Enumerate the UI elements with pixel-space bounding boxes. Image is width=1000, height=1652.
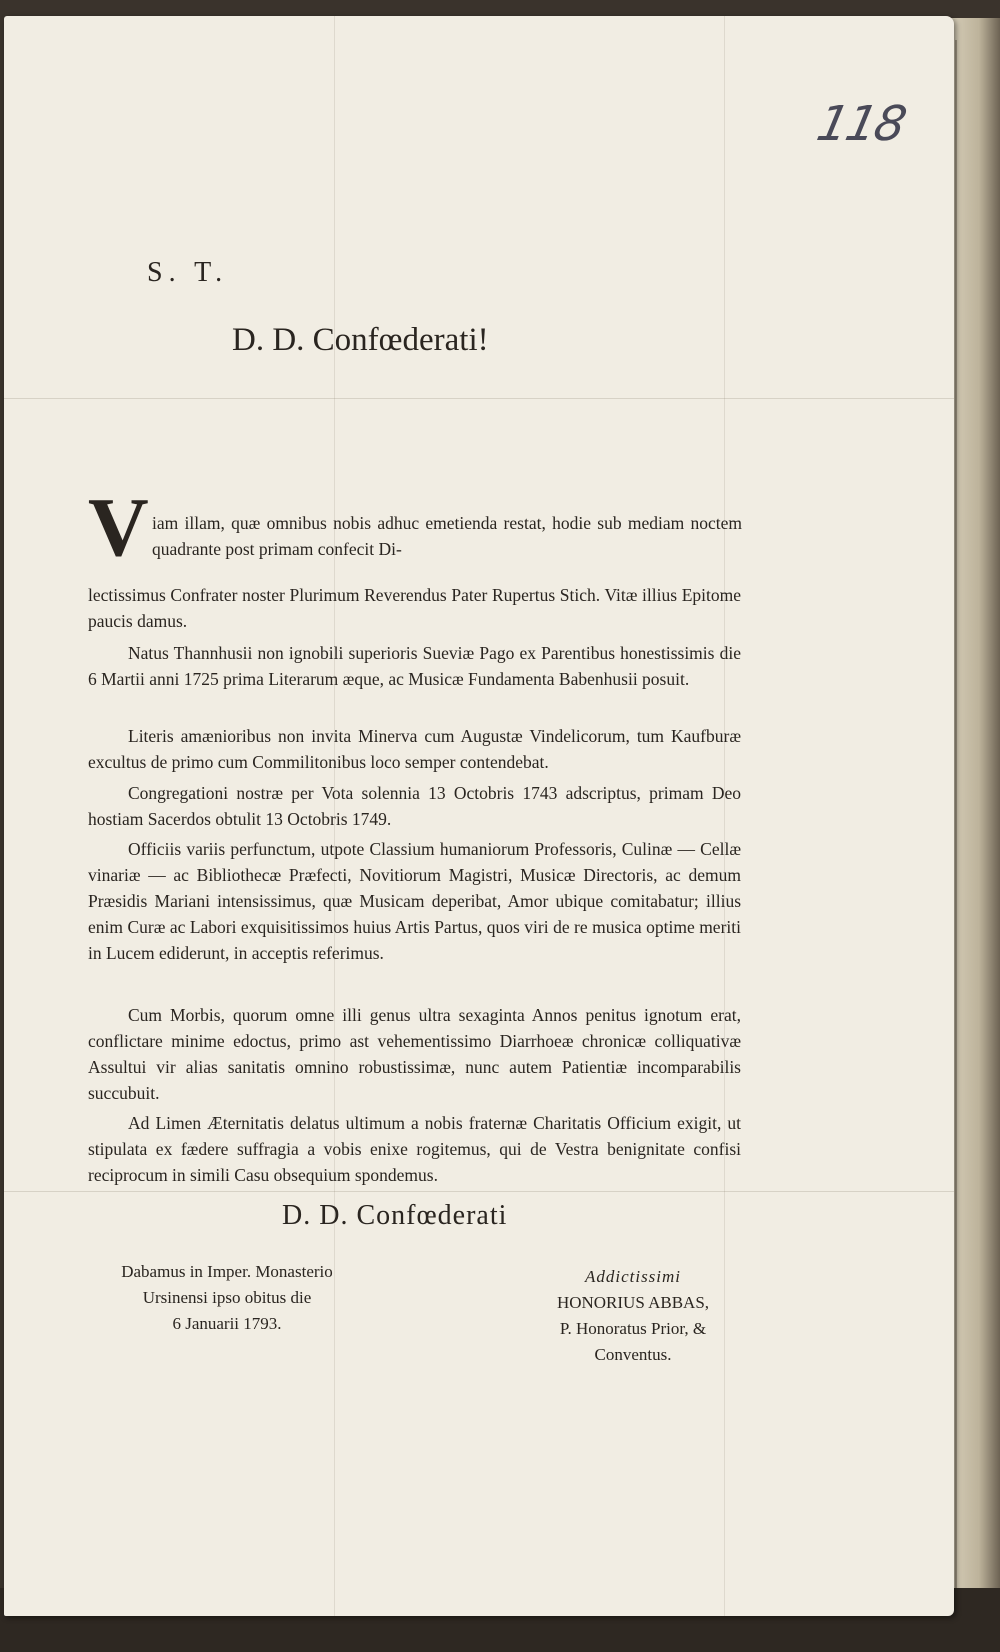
paragraph-1-opening: iam illam, quæ omnibus nobis adhuc emetienda restat, hodie sub mediam noctem quadrante post primam confecit Di- [152, 513, 742, 559]
paragraph-1-continuation: lectissimus Confrater noster Plurimum Reverendus Pater Rupertus Stich. Vitæ illius Epitome paucis damus. [88, 585, 741, 631]
signature-block [528, 1264, 738, 1368]
paragraph-birth: Natus Thannhusii non ignobili superioris Sueviæ Pago ex Parentibus honestissimis die 6 Martii anni 1725 prima Literarum æque, ac Musicæ Fundamenta Babenhusii posuit. [88, 643, 741, 689]
drop-cap: V [88, 481, 149, 574]
fold-line [4, 398, 954, 399]
paragraph-offices: Officiis variis perfunctum, utpote Classium humaniorum Professoris, Culinæ — Cellæ vinariæ — ac Bibliothecæ Præfecti, Novitiorum Magistri, Musicæ Directoris, ac demum Præsidis Mariani intensissimus, quæ Musicam deperibat, Amor ubique comitabatur; illius enim Curæ ac Labori exquisitissimos huius Artis Partus, quos viri de re musica optime meriti in Lucem ediderunt, in acceptis referimus. [88, 839, 741, 963]
paragraph-studies: Literis amænioribus non invita Minerva cum Augustæ Vindelicorum, tum Kaufburæ excultus de primo cum Commilitonibus loco semper contendebat. [88, 726, 741, 772]
fold-line [4, 1191, 954, 1192]
paragraph-vows: Congregationi nostræ per Vota solennia 13 Octobris 1743 adscriptus, primam Deo hostiam Sacerdos obtulit 13 Octobris 1749. [88, 783, 741, 829]
paragraph-illness: Cum Morbis, quorum omne illi genus ultra sexaginta Annos penitus ignotum erat, conflictare minime edoctus, primo ast vehementissimo Diarrhoeæ chronicæ colliquativæ Assultui vir alias sanitatis omnino robustissimæ, nunc autem Patientiæ incomparabilis succubuit. [88, 1005, 741, 1103]
signature-convent: Conventus. [594, 1345, 672, 1364]
signature-valediction: Addictissimi [584, 1267, 682, 1286]
address-heading: D. D. Confœderati! [232, 322, 489, 358]
signature-abbot: HONORIUS ABBAS, [556, 1293, 710, 1312]
dateline-date: 6 Januarii 1793. [172, 1314, 282, 1333]
signature-prior: P. Honoratus Prior, & [559, 1319, 707, 1338]
dateline [92, 1259, 362, 1337]
page-stack-line [955, 40, 957, 1600]
paragraph-request: Ad Limen Æternitatis delatus ultimum a nobis fraternæ Charitatis Officium exigit, ut stipulata ex fædere suffragia a vobis enixe rogitemus, qui de Vestra benignitate confisi reciprocum in simili Casu obsequium spondemus. [88, 1113, 741, 1185]
folio-number: 118 [812, 96, 910, 152]
dateline-occasion: Ursinensi ipso obitus die [142, 1288, 312, 1307]
salutation-st: S. T. [147, 257, 229, 288]
dateline-place: Dabamus in Imper. Monasterio [121, 1262, 333, 1281]
closing-address: D. D. Confœderati [282, 1200, 508, 1231]
